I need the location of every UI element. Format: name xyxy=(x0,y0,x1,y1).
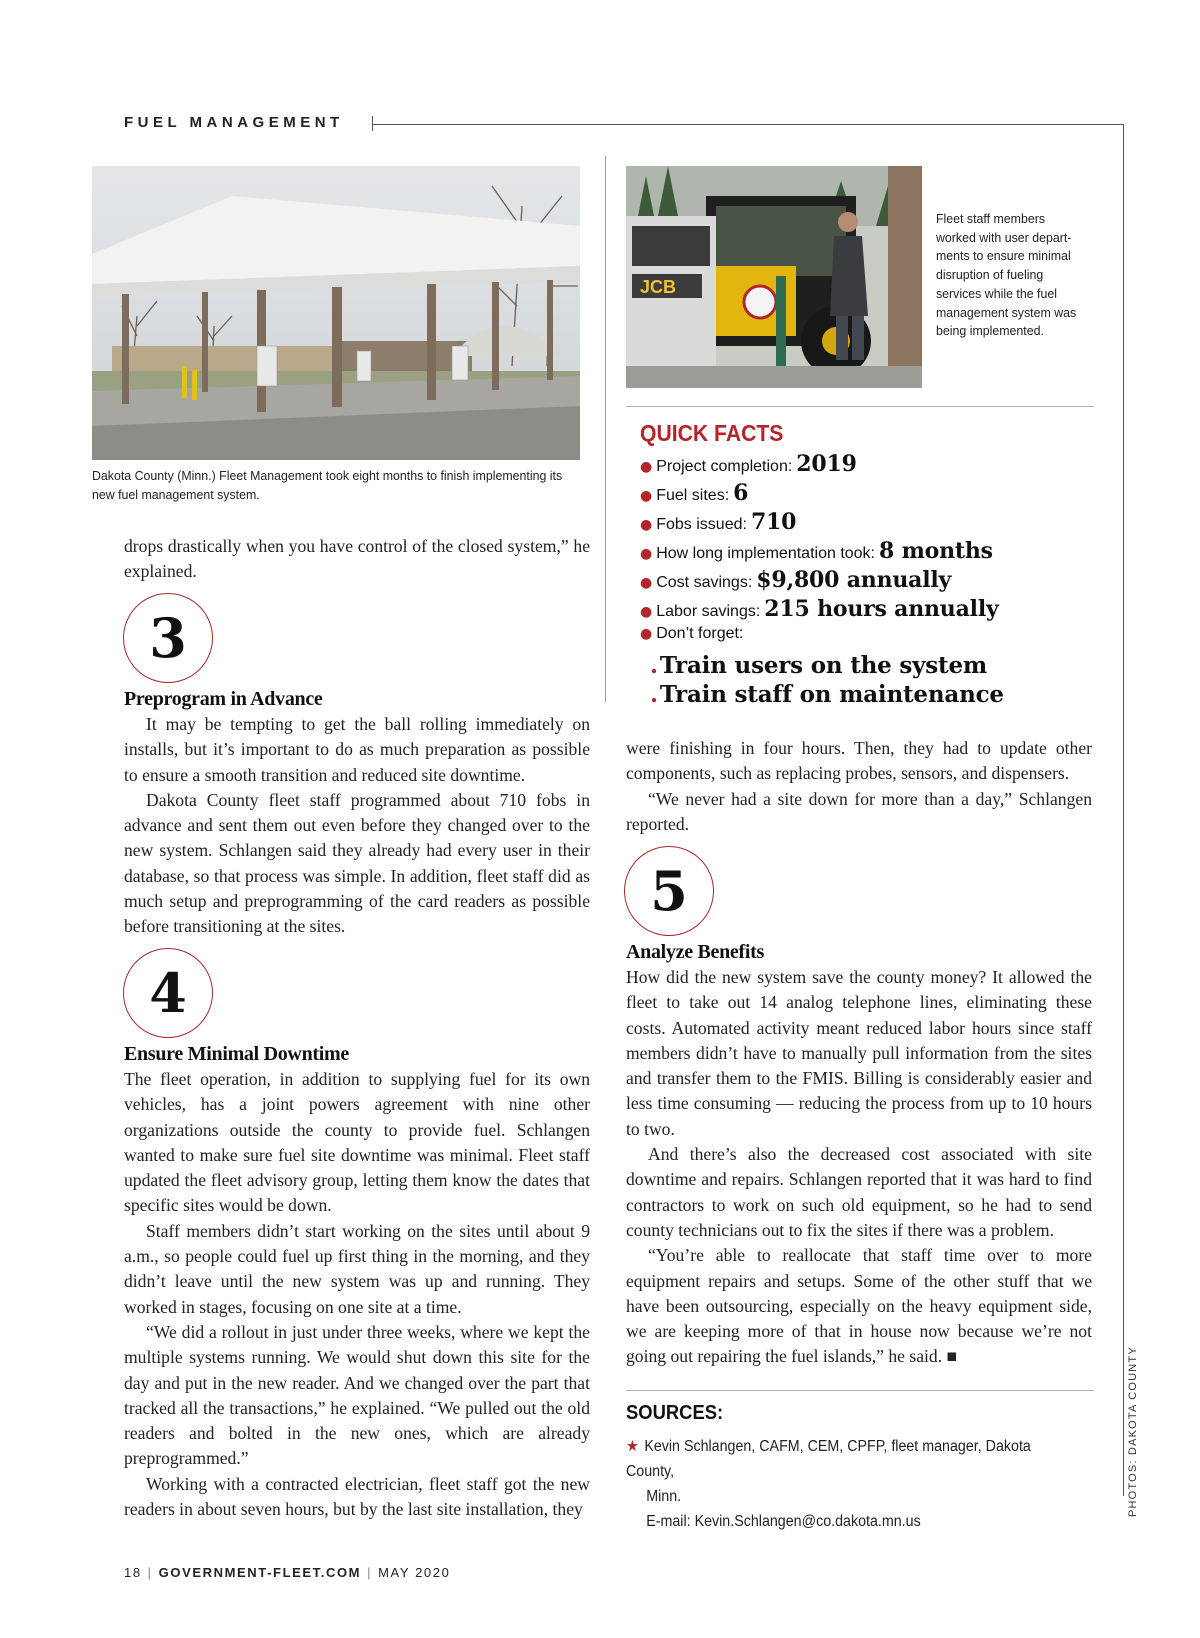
section-5-body xyxy=(626,965,1092,1370)
intro-paragraph: drops drastically when you have control of the closed system,” he explained. xyxy=(124,536,590,582)
column-divider xyxy=(605,156,606,702)
left-caption-line: new fuel management system. xyxy=(92,487,260,502)
source-line: Minn. xyxy=(646,1488,682,1505)
quick-fact-item xyxy=(640,538,1110,567)
section-header: FUEL MANAGEMENT xyxy=(124,114,344,131)
quick-fact-item xyxy=(640,480,1110,509)
site-name: GOVERNMENT-FLEET.COM xyxy=(158,1565,362,1580)
right-caption-line: worked with user depart- xyxy=(936,229,1072,245)
reminder-item xyxy=(650,652,987,679)
end-mark-icon: ■ xyxy=(946,1346,958,1367)
right-margin-rule xyxy=(1123,124,1124,1496)
paragraph xyxy=(626,1243,1092,1369)
quick-facts-title: QUICK FACTS xyxy=(640,420,784,446)
fuel-station-photo xyxy=(92,166,580,460)
bullet-icon: ● xyxy=(640,626,653,642)
fact-label: Cost savings: xyxy=(656,574,753,591)
fact-value: 8 months xyxy=(879,538,993,564)
right-photo-caption xyxy=(936,210,1094,341)
reminder-text: Train users on the system xyxy=(659,652,988,679)
left-intro xyxy=(124,534,590,585)
star-icon: ★ xyxy=(626,1438,639,1455)
left-caption-line: Dakota County (Minn.) Fleet Management took eight months to finish implementing its xyxy=(92,468,563,483)
paragraph: And there’s also the decreased cost associated with site downtime and repairs. Schlangen reported that it was hard to find contractors to work on such old equipment, so he had to send county technicians out to fix the sites if there was a problem. xyxy=(626,1144,1092,1240)
header-rule xyxy=(372,124,1124,125)
quick-fact-item xyxy=(640,625,1110,654)
right-caption-line: Fleet staff members xyxy=(936,211,1046,226)
page-number: 18 xyxy=(124,1565,142,1580)
paragraph: Working with a contracted electrician, fleet staff got the new readers in about seven hours, but by the last site installation, they xyxy=(124,1473,590,1520)
quick-fact-item xyxy=(640,451,1110,480)
fact-value: 2019 xyxy=(796,451,857,477)
source-line xyxy=(626,1434,1058,1484)
right-caption-line: services while the fuel xyxy=(936,285,1057,301)
right-caption-line: being implemented. xyxy=(936,323,1044,339)
paragraph: “We never had a site down for more than a day,” Schlangen reported. xyxy=(626,788,1092,834)
section-number-3: 3 xyxy=(123,593,213,683)
paragraph: Staff members didn’t start working on the sites until about 9 a.m., so people could fuel up first thing in the morning, and they didn’t leave until the new system was up and running. They worked in stages, focusing on one site at a time. xyxy=(124,1220,590,1317)
dot-icon: . xyxy=(650,652,658,679)
source-email[interactable]: E-mail: Kevin.Schlangen@co.dakota.mn.us xyxy=(646,1513,921,1530)
paragraph-text: “You’re able to reallocate that staff time over to more equipment repairs and setups. Some of the other stuff that we have been outsourcing, especially on the heavy equipment side, we are keeping more of that in house now because we’re not going out repairing the fuel islands,” he said. xyxy=(626,1245,1092,1367)
issue-date: MAY 2020 xyxy=(378,1565,451,1580)
quick-fact-item xyxy=(640,509,1110,538)
left-photo-caption xyxy=(92,466,576,504)
fact-label: How long implementation took: xyxy=(656,545,875,562)
bullet-icon: ● xyxy=(640,488,653,504)
bullet-icon: ● xyxy=(640,546,653,562)
bullet-icon: ● xyxy=(640,604,653,620)
sources-title: SOURCES: xyxy=(626,1402,724,1424)
fact-value: 710 xyxy=(750,509,797,535)
page-footer: 18 | GOVERNMENT-FLEET.COM | MAY 2020 xyxy=(124,1565,451,1580)
fueling-photo xyxy=(626,166,922,388)
fact-value: $9,800 annually xyxy=(756,567,952,593)
quick-fact-item xyxy=(640,596,1110,625)
bullet-icon: ● xyxy=(640,517,653,533)
fact-label: Fuel sites: xyxy=(656,487,730,504)
fact-label: Don’t forget: xyxy=(656,625,744,642)
section-3-body xyxy=(124,712,590,940)
section-4-body xyxy=(124,1067,590,1522)
section-4-heading: Ensure Minimal Downtime xyxy=(124,1043,349,1065)
fact-label: Fobs issued: xyxy=(656,516,747,533)
bullet-icon: ● xyxy=(640,575,653,591)
paragraph: How did the new system save the county money? It allowed the fleet to take out 14 analog telephone lines, eliminating these costs. Automated activity meant reduced labor hours since staff members didn’t have to manually pull information from the sites and transfer them to the FMIS. Billing is considerably easier and less time consuming — reducing the process from up to 10 hours to two. xyxy=(626,967,1092,1139)
fact-label: Labor savings: xyxy=(656,603,761,620)
right-caption-line: ments to ensure minimal xyxy=(936,248,1071,264)
section-number-4: 4 xyxy=(123,948,213,1038)
fact-label: Project completion: xyxy=(656,458,793,475)
machine-logo-text: JCB xyxy=(640,277,677,297)
right-caption-line: disruption of fueling xyxy=(936,267,1044,283)
paragraph: “We did a rollout in just under three weeks, where we kept the multiple systems running. We would shut down this site for the day and put in the new reader. And we changed over the part that tracked all the transactions,” he explained. “We pulled out the old readers and bolted in the new ones, which are already preprogrammed.” xyxy=(124,1321,590,1469)
photo-credit: PHOTOS: DAKOTA COUNTY xyxy=(1127,1346,1139,1517)
sources-rule xyxy=(626,1390,1094,1391)
bullet-icon: ● xyxy=(640,459,653,475)
paragraph: were finishing in four hours. Then, they had to update other components, such as replacing probes, sensors, and dispensers. xyxy=(626,738,1092,784)
dot-icon: . xyxy=(650,681,658,708)
section-5-heading: Analyze Benefits xyxy=(626,941,764,963)
quick-facts-list xyxy=(640,451,1110,654)
section-3-heading: Preprogram in Advance xyxy=(124,688,323,710)
quick-fact-item xyxy=(640,567,1110,596)
paragraph: The fleet operation, in addition to supplying fuel for its own vehicles, has a joint powers agreement with nine other organizations outside the county to provide fuel. Schlangen wanted to make sure fuel site downtime was minimal. Fleet staff updated the fleet advisory group, letting them know the dates that specific sites would be down. xyxy=(124,1069,590,1216)
source-name: Kevin Schlangen, CAFM, CEM, CPFP, fleet manager, Dakota County, xyxy=(626,1438,1031,1480)
paragraph: It may be tempting to get the ball rolling immediately on installs, but it’s important to do as much preparation as possible to ensure a smooth transition and reduced site downtime. xyxy=(124,714,590,785)
section-number-5: 5 xyxy=(624,846,714,936)
reminder-text: Train staff on maintenance xyxy=(659,681,1004,708)
right-continued xyxy=(626,736,1092,837)
fact-value: 6 xyxy=(733,480,749,506)
right-caption-line: management system was xyxy=(936,304,1077,320)
paragraph: Dakota County fleet staff programmed about 710 fobs in advance and sent them out even before they changed over to the new system. Schlangen said they already had every user in their database, so that process was simple. In addition, fleet staff did as much setup and preprogramming of the card readers as possible before transitioning at the sites. xyxy=(124,789,590,937)
fact-value: 215 hours annually xyxy=(764,596,999,622)
sources-text xyxy=(626,1434,1058,1534)
quick-facts-rule xyxy=(626,406,1094,407)
reminder-item xyxy=(650,681,1004,708)
